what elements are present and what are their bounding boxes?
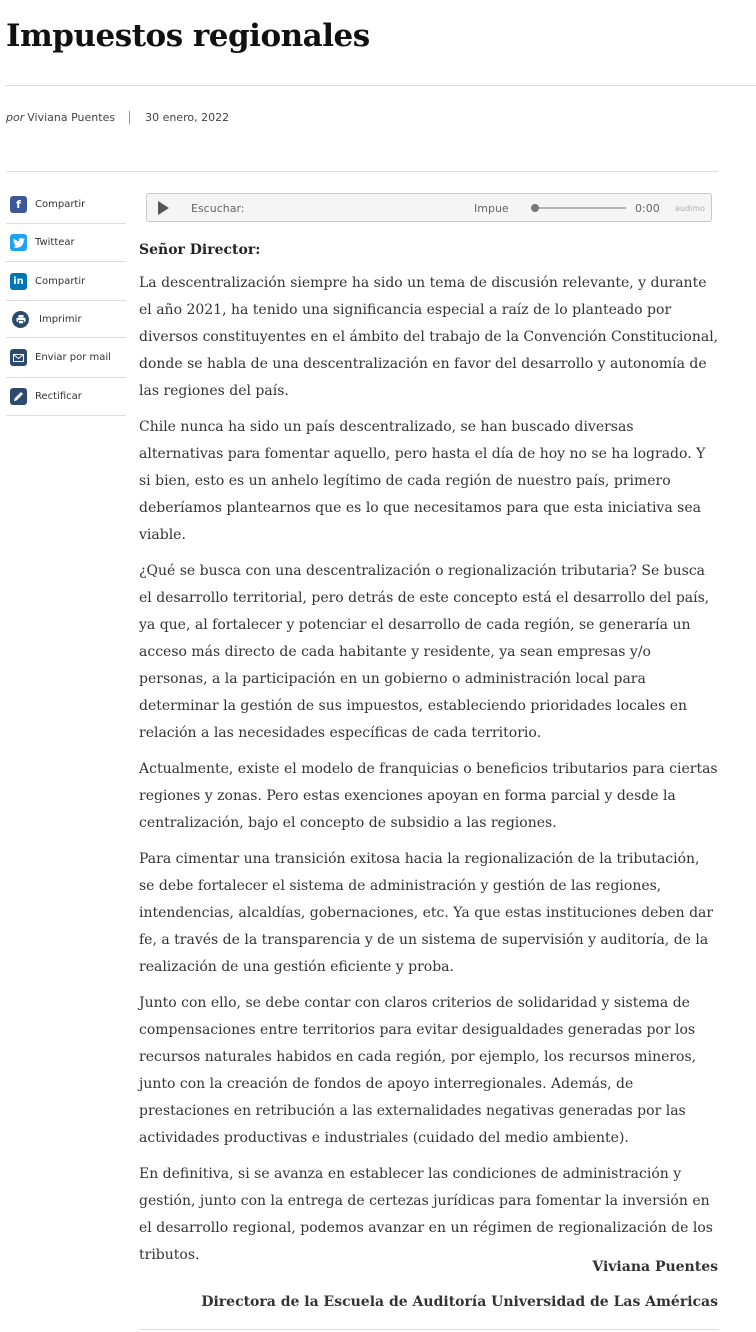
author-link[interactable]: Viviana Puentes — [27, 111, 116, 124]
facebook-icon: f — [10, 196, 27, 213]
signature-title: Directora de la Escuela de Auditoría Universidad de Las Américas — [201, 1294, 718, 1310]
twitter-icon — [10, 234, 27, 251]
rectify-label: Rectificar — [35, 391, 82, 402]
email-button[interactable] — [6, 338, 126, 378]
player-brand-logo[interactable]: audimo — [675, 204, 705, 213]
listen-label: Escuchar: — [191, 202, 245, 215]
print-icon — [12, 311, 29, 328]
print-label: Imprimir — [39, 313, 82, 325]
share-sidebar — [6, 186, 126, 416]
byline-divider — [6, 171, 718, 172]
progress-bar[interactable] — [534, 207, 626, 209]
progress-handle[interactable] — [531, 204, 539, 212]
print-button[interactable] — [6, 301, 126, 338]
paragraph: Junto con ello, se debe contar con claros criterios de solidaridad y sistema de compensaciones entre territorios para evitar desigualdades generadas por los recursos naturales habidos en cada región, por ejemplo, los recursos mineros, junto con la creación de fondos de apoyo interregionales. Además, de prestaciones en retribución a las externalidades negativas generadas por las actividades productivas e industriales (cuidado del medio ambiente). — [139, 995, 697, 1146]
rectify-button[interactable] — [6, 378, 126, 416]
time-display: 0:00 — [635, 202, 660, 215]
play-icon[interactable] — [158, 201, 169, 215]
paragraph: Chile nunca ha sido un país descentralizado, se han buscado diversas alternativas para fomentar aquello, pero hasta el día de hoy no se ha logrado. Y si bien, esto es un anhelo legítimo de cada región de nuestro país, primero deberíamos plantearnos que es lo que necesitamos para que esta iniciativa sea viable. — [139, 419, 706, 543]
byline-separator — [129, 111, 130, 124]
track-title: Impue — [474, 202, 509, 215]
paragraph: ¿Qué se busca con una descentralización o regionalización tributaria? Se busca el desarrollo territorial, pero detrás de este concepto está el desarrollo del país, ya que, al fortalecer y potenciar el desarrollo de cada región, se generaría un acceso más directo de cada habitante y residente, ya sean empresas y/o personas, a la participación en un gobierno o administración local para determinar la gestión de sus impuestos, estableciendo prioridades locales en relación a las necesidades específicas de cada territorio. — [139, 563, 710, 741]
paragraph: La descentralización siempre ha sido un tema de discusión relevante, y durante el año 2021, ha tenido una significancia especial a raíz de lo planteado por diversos constituyentes en el ámbito del trabajo de la Convención Constitucional, donde se habla de una descentralización en favor del desarrollo y autonomía de las regiones del país. — [139, 275, 719, 399]
share-facebook-button[interactable] — [6, 186, 126, 224]
article-body — [139, 237, 719, 1278]
paragraph: En definitiva, si se avanza en establecer las condiciones de administración y gestión, junto con la entrega de certezas jurídicas para fomentar la inversión en el desarrollo regional, podemos avanzar en un régimen de regionalización de los tributos. — [139, 1166, 713, 1263]
page-title: Impuestos regionales — [6, 18, 370, 54]
share-twitter-button[interactable] — [6, 224, 126, 262]
byline — [6, 111, 229, 124]
share-facebook-label: Compartir — [35, 199, 86, 210]
salutation: Señor Director: — [139, 242, 261, 258]
footer-divider — [139, 1329, 719, 1330]
share-linkedin-label: Compartir — [35, 275, 86, 287]
publish-date: 30 enero, 2022 — [145, 111, 230, 124]
byline-prefix: por — [6, 111, 25, 124]
paragraph: Actualmente, existe el modelo de franquicias o beneficios tributarios para ciertas regiones y zonas. Pero estas exenciones apoyan en forma parcial y desde la centralización, bajo el concepto de subsidio a las regiones. — [139, 761, 718, 831]
paragraph: Para cimentar una transición exitosa hacia la regionalización de la tributación, se debe fortalecer el sistema de administración y gestión de las regiones, intendencias, alcaldías, gobernaciones, etc. Ya que estas instituciones deben dar fe, a través de la transparencia y de un sistema de supervisión y auditoría, de la realización de una gestión eficiente y proba. — [139, 851, 714, 975]
share-linkedin-button[interactable] — [6, 262, 126, 301]
email-label: Enviar por mail — [35, 352, 111, 363]
audio-player — [146, 193, 712, 222]
linkedin-icon: in — [10, 273, 27, 290]
signature-name: Viviana Puentes — [592, 1259, 718, 1275]
mail-icon — [10, 349, 27, 366]
pencil-icon — [10, 388, 27, 405]
title-divider — [6, 85, 756, 86]
share-twitter-label: Twittear — [35, 237, 75, 248]
